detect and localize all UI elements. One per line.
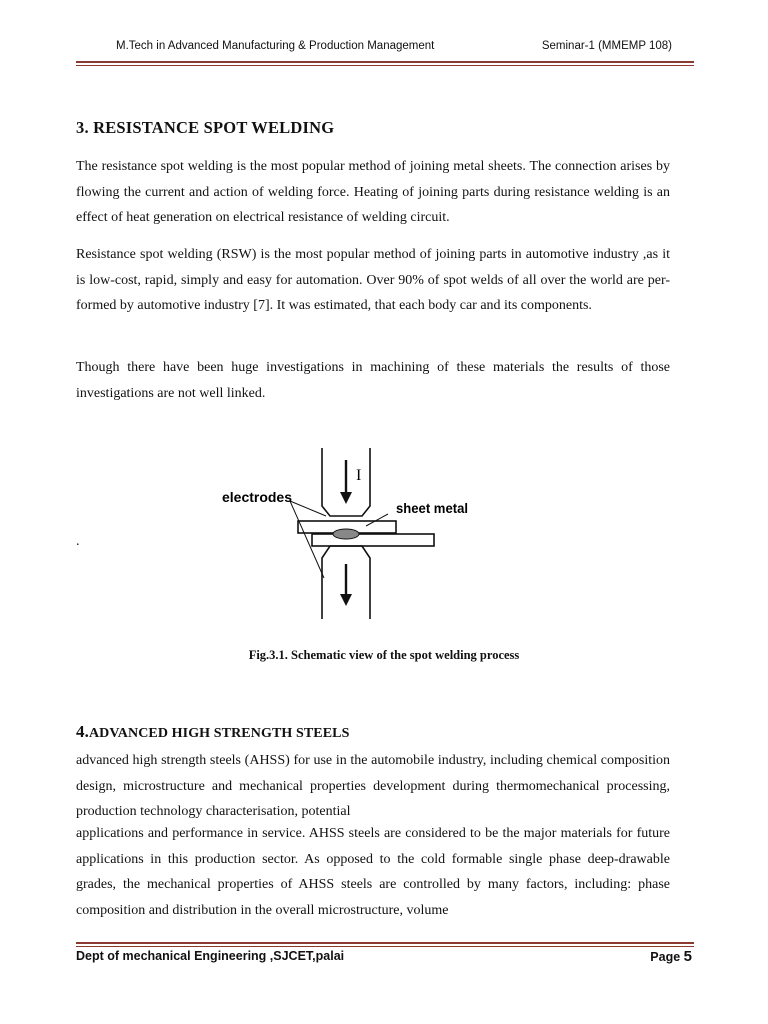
section-4-title-text: ADVANCED HIGH STRENGTH STEELS <box>88 726 350 741</box>
section-4-paragraph-1: advanced high strength steels (AHSS) for use in the automobile industry, including chemical composition design, microstructure and mechanical properties development during thermomechanical processing, production technology characterisation, potential <box>76 753 670 819</box>
footer-rule <box>76 942 694 944</box>
current-arrow-down <box>340 460 352 504</box>
header-seminar-code: Seminar-1 (MMEMP 108) <box>541 40 672 52</box>
label-electrodes: electrodes <box>222 490 292 505</box>
weld-nugget <box>333 529 359 539</box>
footer-page-label: Page <box>650 950 681 964</box>
stray-dot: . <box>76 534 80 549</box>
section-4-paragraph-2: applications and performance in service. AHSS steels are considered to be the major materials for future applications in this production sector. As opposed to the cold formable single phase deep-drawable grades, the mechanical properties of AHSS steels are controlled by many factors, including: phase composition and distribution in the overall microstructure, volume <box>76 826 670 918</box>
section-3-paragraph-3: Though there have been huge investigations in machining of these materials the results of those investigations are not well linked. <box>76 360 670 401</box>
label-sheet-metal: sheet metal <box>396 501 468 516</box>
footer-rule-thin <box>76 946 694 947</box>
section-4-number: 4. <box>76 722 89 741</box>
header-rule <box>76 61 694 63</box>
footer-page-number: 5 <box>683 948 692 965</box>
sheet-metal-leader <box>366 514 388 526</box>
footer-department: Dept of mechanical Engineering ,SJCET,palai <box>76 949 345 963</box>
current-arrow-lower <box>340 564 352 606</box>
section-4-title <box>76 722 350 742</box>
spot-welding-diagram <box>218 446 478 621</box>
header-rule-thin <box>76 65 694 66</box>
figure-caption: Fig.3.1. Schematic view of the spot welding process <box>248 648 520 662</box>
section-3-paragraph-1: The resistance spot welding is the most popular method of joining metal sheets. The connection arises by flowing the current and action of welding force. Heating of joining parts during resistance welding is an effect of heat generation on electrical resistance of welding circuit. <box>76 159 670 225</box>
footer-page <box>650 948 692 965</box>
header-course-title: M.Tech in Advanced Manufacturing & Production Management <box>116 40 435 52</box>
label-current: I <box>356 467 362 484</box>
lower-sheet <box>312 534 434 546</box>
section-3-title: 3. RESISTANCE SPOT WELDING <box>76 118 335 137</box>
section-3-paragraph-2: Resistance spot welding (RSW) is the most popular method of joining parts in automotive industry ,as it is low-cost, rapid, simply and easy for automation. Over 90% of spot welds of all over the world are per-formed by automotive industry [7]. It was estimated, that each body car and its components. <box>76 247 670 313</box>
